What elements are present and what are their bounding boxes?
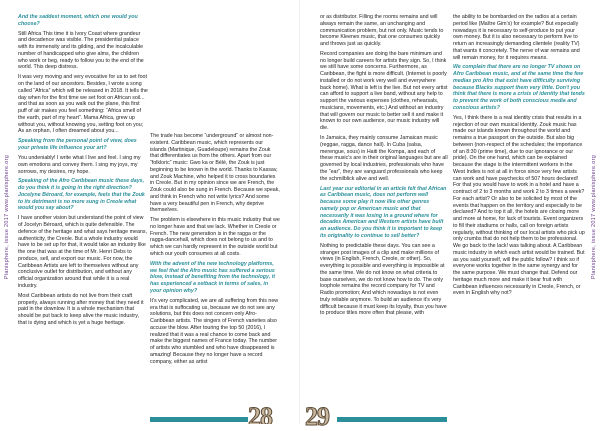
interview-question: Speaking of the Afro Caribbean music these days, do you think it is going in the right direction? Jocelyne Béroard, for example, feels that the Zouk to its detriment is no more sung in Creole what would you say about? [18, 178, 145, 212]
left-page [0, 0, 300, 424]
left-sidebar-text [2, 14, 12, 414]
body-paragraph: Record companies are doing the bare minimum and no longer build careers for artists they sign. So, I think we still have some concerns. Furthermore, as Caribbean, the fight is more difficult. (Internet is poorly installed or do not work very well and everywhere back home). What is left is the live. But not every artist can afford to support a live band, without any help to support the various expenses (clothes, rehearsals, musicians, movements, etc.) And without an industry that will govern our music to better sell it and make it known to our own audience, our music industry will die. [320, 50, 448, 132]
interview-question: We complain that there are no longer TV shows on Afro Caribbean music, and at the same time the few medias pro Afro that exist have difficulty surviving because Blacks support them very little. Don't you think that there is more a crisis of identity that tends to prevent the work of both conscious media and conscious artists? [453, 64, 585, 111]
body-paragraph: or as distributor. Filling the rooms remains and will always remain the same, an unchanging and communication problem, but not only. Music tends to become Kleenex music, that one consumes quickly and throws just as quickly. [320, 14, 444, 47]
page-number-left: 28 [248, 402, 272, 424]
body-paragraph: It's very complicated, we are all suffering from this new era that is suffocating us, because we do not see any solutions, but this does not concern only Afro-Caribbean artists. The singers of French varieties also accuse the blow. After touring the top 50 (2016), I realized that it was a real chance to come back and make the biggest names of France today. The number of artists who stumbled and who have disappeared is amazing! Because they no longer have a record company, either as artist [150, 297, 279, 365]
body-paragraph: I have another vision but understand the point of view of Jocelyn Béroard, which is quite defensible. The defence of the heritage and what says heritage means, authenticity, the Creole. But a whole industry would have to be set up for that, it would take an industry like the one that was at the time of Mr. Henri Debs to produce, sell, and export our music. For now, the Caribbean Artists are left to themselves without any conclusive outlet for distribution, and without any official organization around that while it is a real industry. [18, 215, 147, 289]
body-paragraph: You undeniably! I write what I live and feel. I sing my own emotions and convey them. I sing my joys, my sorrows, my desires, my hope. [18, 155, 141, 175]
body-paragraph: It was very moving and very evocative for us to set foot on the land of our ancestors. Besides, I wrote a song called “Africa” which will be released in 2018. It tells the day when for the first time we set foot on African soil... and that as soon as you walk out the plane, this first puff of air makes you feel something: “Africa smell of the earth, part of my heart”. Mama Africa, grew up without you, without knowing you, setting foot on you; As an orphan, I often dreamed about you... [18, 74, 148, 135]
right-footer-band [337, 417, 447, 422]
interview-question: Speaking from the personal point of view, does your private life influence your art? [18, 138, 137, 152]
page-number-right: 29 [305, 402, 329, 431]
interview-question: With the advent of the new technology platforms, we feel that the Afro music has suffered a serious blow, instead of benefiting from the technology, it has experienced a setback in terms of sales, in your opinion why? [150, 260, 275, 294]
body-paragraph: Most Caribbean artists do not live from their craft properly, always running after money that they need it paid in the downlow. It is a whole mechanism that should be put back to keep alive the music industry, that is dying and which is yet a huge heritage. [18, 292, 144, 326]
interview-question: And the saddest moment, which one would you choose? [18, 14, 138, 27]
body-paragraph: Nothing to predictable these days. You can see a stranger post images of a clip and make millions of views (in English, French, Creole, or other). So, everything is possible and everything is impossible at the same time. We do not know on what criteria to base ourselves, we do not know how to do. The only loophole remains the record company for TV and Radio promotion; And which nowadays is not even truly reliable anymore. To build an audience it's very difficult because it must keep its loyalty, thus you have to produce titles more often that please, with [320, 242, 447, 317]
left-footer-band [150, 417, 248, 422]
body-paragraph: The problem is elsewhere in this music industry that we no longer have and that we lack. Whether in Creole or French. The new generation is in the ragga or the ragga-dancehall, which does not belong to us and to which we can hardly represent in the outside world but which our youth consumes at all costs. [150, 217, 280, 257]
body-paragraph: In Jamaica, they mainly consume Jamaican music (reggae, ragga, dance hall). In Cuba (salsa, merengue, sous) in Haiti the Kompa, and each of these music's are in their original languages but are all governed by local industries, professionals who have the “ear”, they are vanguard professionals who keep the schmilblick alive and well. [320, 135, 448, 182]
article-column-1 [18, 14, 148, 409]
body-paragraph: Yes, I think there is a real identity crisis that results in a rejection of our own musical identity. Zouk music has made our islands known throughout the world and remains a true passport on the outside. But also big between (non-respect of the schedules; the importance of an 8:30 (prime time), due to our ignorance or our pride). On the one hand, which can be explained because the stage is the intermittent workers in the West Indies is not at all in force since very few artists can work and have paychecks of 507 hours declared! For that you would have to work in a hotel and have a contract of 2 to 3 months and work 2 to 3 times a week? For each artist? Or also to be solicited by most of the events that happen on the territory and especially to be declared? And to top it all, the hotels are closing more and more at home, for lack of tourists. Event organizers to fill their stadiums or halls, call on foreign artists regularly, without thinking of our local artists who pick up only crumbs that do not help them to be professional. We go back to the lack! was talking about. A Caribbean music industry in which each artist would be trained. But as you said yourself, will the public follow? I think so if everyone works together in the same synergy and for the same purpose. We must change that. Defend our heritage much more and make it bear fruit with Caribbean influences necessarily in Creole, French, or even in English why not? [453, 114, 585, 297]
right-sidebar-text [589, 14, 599, 414]
article-column-4 [453, 14, 585, 409]
article-column-3 [320, 14, 448, 409]
body-paragraph: Still Africa This time it is Ivory Coast where grandeur and decadence was visible. The presidential palace with its immensity and its gilding, and the incalculable number of handicapped who give alms, the children who work or beg, ready to follow you to the end of the world. This deep distress. [18, 30, 144, 71]
article-column-2 [150, 133, 280, 409]
interview-question: Last year our editorial in an article felt that African as Caribbean music, does not perform well because some play it now like other genres namely pop or American music and that necessarily it was losing in a ground where for decades American and Western artists have built an audience. Do you think it is important to keep its originality to continue to sell better? [320, 185, 447, 239]
sidebar-left-label: Planisphere, issue 2017 www.planisphere.org [4, 154, 10, 280]
body-paragraph: the ability to be bombarded on the radios at a certain period like (Maître Gim's) for example? But especially nowadays it is necessary to self-produce to put your own money. But it is also necessary to perform live to return an increasingly demanding clientele (reality TV) that wants it concretely. The nerve of war remains and will remain money, for it requires means. [453, 14, 580, 61]
sidebar-right-label: Planisphere, issue 2017 www.planisphere.org [591, 154, 597, 280]
body-paragraph: The trade has become “underground” or almost non-existent. Caribbean music, which represents our islands (Martinique, Guadeloupe) remains the Zouk that differentiates us from the others. Apart from our “folkloric” music: Gwo ka or Bèlè, the Zouk is just beginning to be known in the world. Thanks to Kassav, and Zouk Machine, who helped it to cross boundaries in Creole. But in my opinion since we are French, the Zouk could also be sung in French. Because we speak, and think in French who not write lyrics? And some have a very beautiful pen in French, why deprive themselves. [150, 133, 280, 214]
